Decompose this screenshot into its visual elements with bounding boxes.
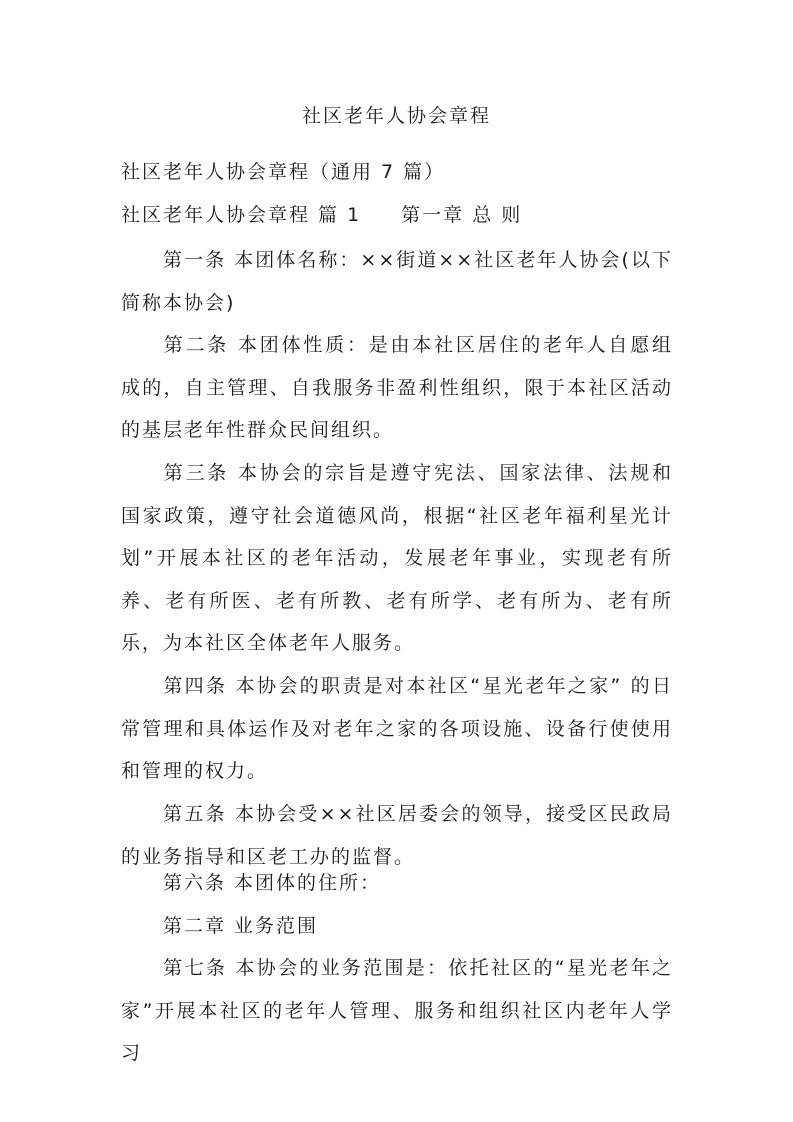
paragraph-article-3 [121,452,673,665]
paragraph-article-2 [121,324,673,452]
article-heading: 社区老年人协会章程 篇 1 [121,204,362,226]
paragraph-text: 第七条 本协会的业务范围是：依托社区的“星光老年之家”开展本社区的老年人管理、服务和组织社区内老年人学习 [121,957,673,1064]
paragraph-text: 第二章 业务范围 [163,915,319,937]
document-title: 社区老年人协会章程 [301,105,491,127]
paragraph-article-6 [121,862,673,905]
paragraph-text: 第四条 本协会的职责是对本社区“星光老年之家” 的日常管理和具体运作及对老年之家的各项设施、设备行使使用和管理的权力。 [121,675,673,782]
paragraph-text: 第二条 本团体性质：是由本社区居住的老年人自愿组成的，自主管理、自我服务非盈利性组织，限于本社区活动的基层老年性群众民间组织。 [121,334,673,441]
paragraph-text: 第六条 本团体的住所： [163,872,382,894]
paragraph-article-7 [121,947,673,1075]
chapter-one-heading: 第一章 总 则 [401,204,523,226]
paragraph-text: 第三条 本协会的宗旨是遵守宪法、国家法律、法规和国家政策，遵守社会道德风尚，根据“社区老年福利星光计划”开展本社区的老年活动，发展老年事业，实现老有所养、老有所医、老有所教、老有所学、老有所为、老有所乐，为本社区全体老年人服务。 [121,462,673,654]
paragraph-article-4 [121,665,673,793]
paragraph-text: 第五条 本协会受××社区居委会的领导，接受区民政局的业务指导和区老工办的监督。 [121,803,673,868]
paragraph-text: 第一条 本团体名称：××街道××社区老年人协会(以下简称本协会) [121,249,673,314]
document-subtitle: 社区老年人协会章程（通用 7 篇） [121,161,446,183]
paragraph-article-1 [121,239,673,324]
article-heading-line [121,201,522,229]
chapter-two-heading [121,905,673,948]
